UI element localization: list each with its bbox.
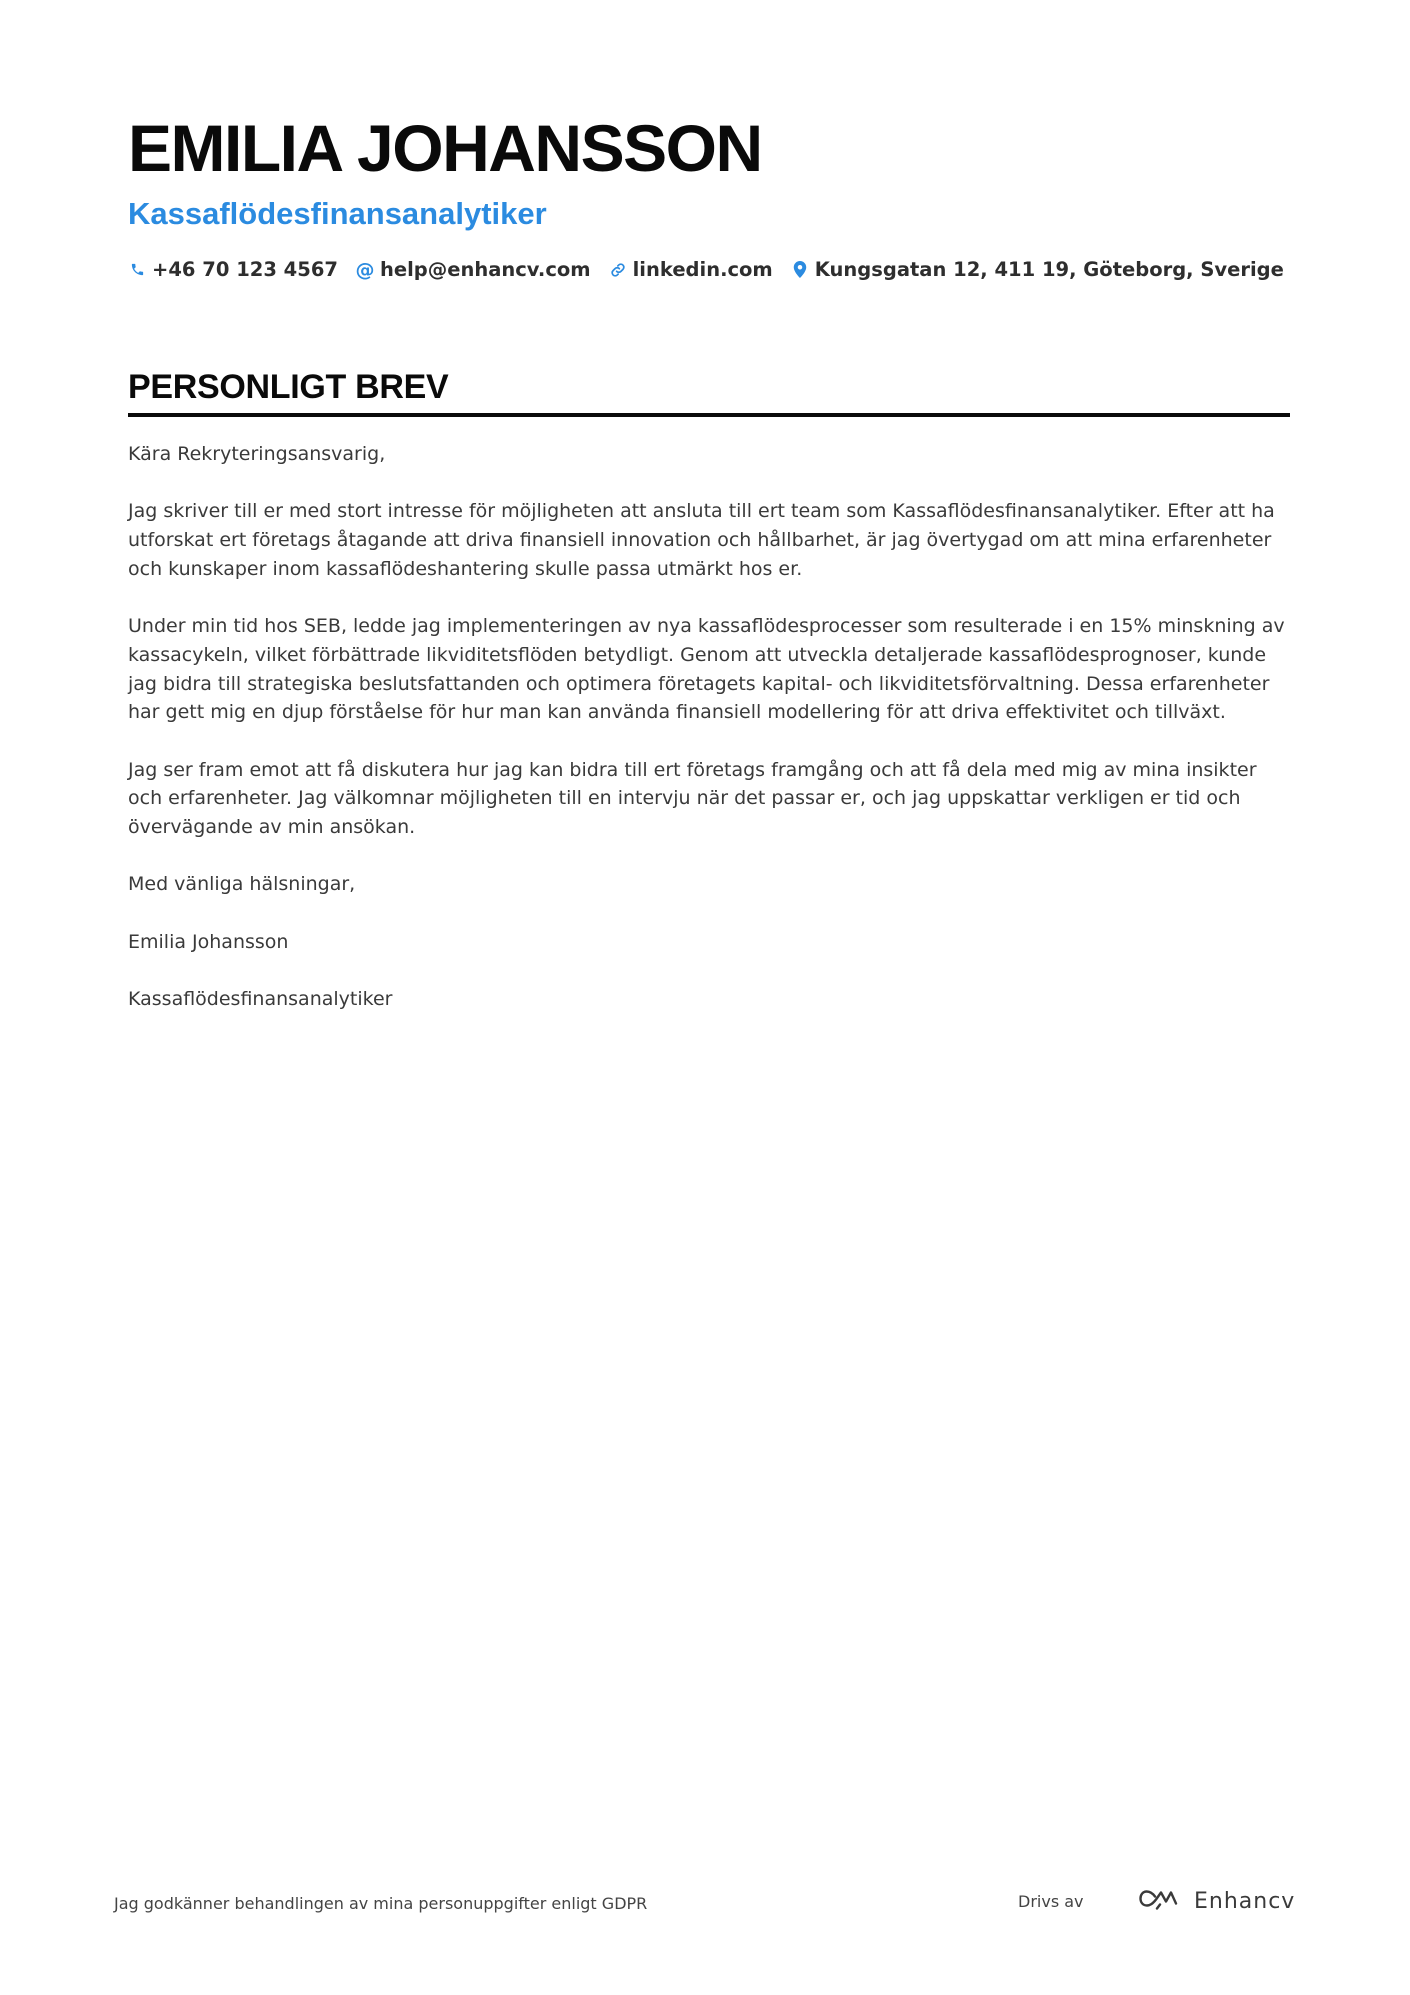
gdpr-consent-text: Jag godkänner behandlingen av mina personuppgifter enligt GDPR [114,1894,648,1913]
signature-name: Emilia Johansson [128,930,289,953]
linkedin-text: linkedin.com [632,258,773,281]
location-pin-icon [791,261,809,279]
contact-bar [128,258,1288,281]
phone-text: +46 70 123 4567 [152,258,338,281]
letter-paragraph: Jag ser fram emot att få diskutera hur jag kan bidra till ert företags framgång och att få dela med mig av mina insikter och erfarenheter. Jag välkomnar möjligheten till en intervju när det passar er, och jag uppskattar verkligen er tid och övervägande av min ansökan. [128,758,1257,839]
address-text: Kungsgatan 12, 411 19, Göteborg, Sverige [814,258,1284,281]
at-icon: @ [355,258,375,281]
letter-paragraph: Jag skriver till er med stort intresse för möjligheten att ansluta till ert team som Kassaflödesfinansanalytiker. Efter att ha utforskat ert företags åtagande att driva finansiell innovation och hållbarhet, är jag övertygad om att mina erfarenheter och kunskaper inom kassaflödeshantering skulle passa utmärkt hos er. [128,500,1275,580]
contact-email[interactable] [356,258,591,281]
letter-paragraph: Under min tid hos SEB, ledde jag implementeringen av nya kassaflödesprocesser som resulterade i en 15% minskning av kassacykeln, vilket förbättrade likviditetsflöden betydligt. Genom att utveckla detaljerade kassaflödesprognoser, kunde jag bidra till strategiska beslutsfattanden och optimera företagets kapital- och likviditetsförvaltning. Dessa erfarenheter har gett mig en djup förståelse för hur man kan använda finansiell modellering för att driva effektivitet och tillväxt. [128,615,1285,724]
contact-address [791,258,1284,281]
powered-by-label: Drivs av [1018,1892,1084,1911]
candidate-title: Kassaflödesfinansanalytiker [128,196,547,231]
section-divider [128,413,1290,417]
footer [114,1888,1296,1920]
section-cover-letter [128,366,1290,417]
letter-closing: Med vänliga hälsningar, [128,873,356,896]
candidate-name: EMILIA JOHANSSON [128,111,762,185]
link-icon [609,261,627,279]
section-title: PERSONLIGT BREV [128,368,449,406]
phone-icon [128,261,146,279]
brand-logo[interactable] [1138,1888,1295,1914]
signature-title: Kassaflödesfinansanalytiker [128,988,393,1011]
header [128,110,1288,281]
enhancv-logo-icon [1138,1888,1182,1914]
brand-name: Enhancv [1194,1888,1296,1914]
contact-linkedin[interactable] [609,258,773,281]
letter-greeting: Kära Rekryteringsansvarig, [128,443,386,465]
email-text: help@enhancv.com [379,258,591,281]
letter-body [128,440,1288,1043]
contact-phone[interactable] [128,258,338,281]
